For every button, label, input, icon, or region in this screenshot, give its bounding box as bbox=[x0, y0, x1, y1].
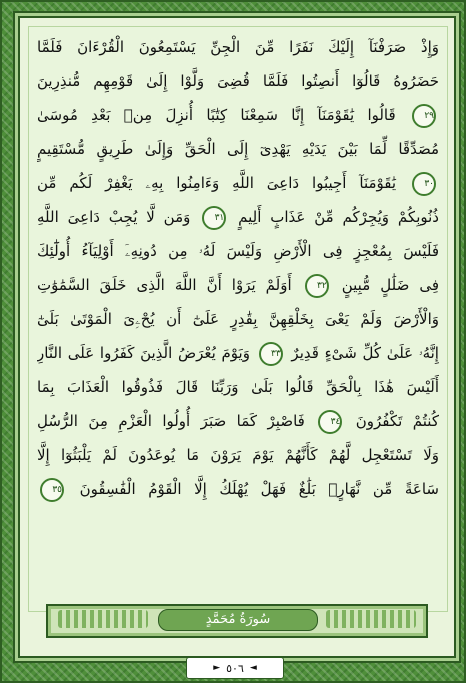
verse-text: فِى ضَلَٰلٍ مُّبِينٍ bbox=[341, 276, 439, 294]
text-line-6 bbox=[37, 201, 439, 233]
verse-text: حَضَرُوهُ قَالُوٓا أَنصِتُوا فَلَمَّا قُضِىَ وَلَّوْا إِلَىٰ قَوْمِهِم مُّنذِرِينَ bbox=[37, 72, 439, 90]
verse-text: مُصَدِّقًا لِّمَا بَيْنَ يَدَيْهِ يَهْدِىٓ إِلَى الْحَقِّ وَإِلَىٰ طَرِيقٍ مُّسْتَقِيمٍ bbox=[37, 140, 439, 158]
verse-text: وَيَوْمَ يُعْرَضُ الَّذِينَ كَفَرُوا عَلَى النَّارِ bbox=[37, 344, 250, 362]
surah-header bbox=[46, 604, 428, 638]
text-line-14 bbox=[37, 473, 439, 505]
text-line-11 bbox=[37, 371, 439, 403]
verse-text: وَالْأَرْضَ وَلَمْ يَعْىَ بِخَلْقِهِنَّ بِقَٰدِرٍ عَلَىٰٓ أَن يُحْۦِىَ الْمَوْتَىٰ بَلَىٰٓ bbox=[37, 310, 439, 328]
verse-text: يَٰقَوْمَنَآ أَجِيبُوا دَاعِىَ اللَّهِ وَءَامِنُوا بِهِۦ يَغْفِرْ لَكُم مِّن bbox=[37, 174, 397, 192]
text-line-5 bbox=[37, 167, 439, 199]
ayah-marker[interactable]: ٣٢ bbox=[305, 274, 329, 298]
verse-text: أَوَلَمْ يَرَوْا أَنَّ اللَّهَ الَّذِى خَلَقَ السَّمَٰوَٰتِ bbox=[37, 276, 292, 294]
header-ornament-left bbox=[58, 610, 148, 628]
verse-text: فَاصْبِرْ كَمَا صَبَرَ أُولُوا الْعَزْمِ مِنَ الرُّسُلِ bbox=[37, 412, 305, 430]
text-line-7 bbox=[37, 235, 439, 267]
ayah-marker[interactable]: ٣٣ bbox=[259, 342, 283, 366]
header-ornament-right bbox=[326, 610, 416, 628]
verse-text: إِنَّهُۥ عَلَىٰ كُلِّ شَىْءٍ قَدِيرٌ bbox=[291, 344, 439, 362]
page-number: ٥٠٦ bbox=[226, 661, 244, 675]
ayah-marker[interactable]: ٣٥ bbox=[40, 478, 64, 502]
text-line-3 bbox=[37, 99, 439, 131]
text-line-10 bbox=[37, 337, 439, 369]
verse-text: وَإِذْ صَرَفْنَآ إِلَيْكَ نَفَرًا مِّنَ الْجِنِّ يَسْتَمِعُونَ الْقُرْءَانَ فَلَمَّا bbox=[37, 38, 439, 56]
page-frame bbox=[18, 16, 456, 658]
ayah-marker[interactable]: ٣٤ bbox=[318, 410, 342, 434]
ayah-marker[interactable]: ٣١ bbox=[202, 206, 226, 230]
text-line-12 bbox=[37, 405, 439, 437]
text-line-1 bbox=[37, 31, 439, 63]
text-line-9 bbox=[37, 303, 439, 335]
text-line-2 bbox=[37, 65, 439, 97]
ayah-marker[interactable]: ٢٩ bbox=[412, 104, 436, 128]
verse-text: ذُنُوبِكُمْ وَيُجِرْكُم مِّنْ عَذَابٍ أَلِيمٍ bbox=[238, 208, 439, 226]
verse-text: سَاعَةً مِّن نَّهَارٍۭ بَلَٰغٌ فَهَلْ يُهْلَكُ إِلَّا الْقَوْمُ الْفَٰسِقُونَ bbox=[79, 480, 439, 498]
next-page-arrow-icon[interactable]: ◄ bbox=[249, 663, 257, 673]
ayah-marker[interactable]: ٣٠ bbox=[412, 172, 436, 196]
text-line-8 bbox=[37, 269, 439, 301]
verse-text: وَمَن لَّا يُجِبْ دَاعِىَ اللَّهِ bbox=[37, 208, 191, 226]
previous-page-arrow-icon[interactable]: ► bbox=[213, 663, 221, 673]
verse-text: وَلَا تَسْتَعْجِل لَّهُمْ كَأَنَّهُمْ يَوْمَ يَرَوْنَ مَا يُوعَدُونَ لَمْ يَلْبَثُوٓا إِلَّا bbox=[37, 446, 439, 464]
surah-title: سُورَةُ مُحَمَّدٍ bbox=[158, 609, 318, 631]
verse-text: أَلَيْسَ هَٰذَا بِالْحَقِّ قَالُوا بَلَىٰ وَرَبِّنَا قَالَ فَذُوقُوا الْعَذَابَ بِمَا bbox=[37, 378, 439, 396]
text-line-13 bbox=[37, 439, 439, 471]
quran-text-panel bbox=[28, 26, 448, 612]
verse-text: قَالُوا يَٰقَوْمَنَآ إِنَّا سَمِعْنَا كِتَٰبًا أُنزِلَ مِنۢ بَعْدِ مُوسَىٰ bbox=[37, 106, 396, 124]
verse-text: كُنتُمْ تَكْفُرُونَ bbox=[355, 412, 439, 430]
verse-text: فَلَيْسَ بِمُعْجِزٍ فِى الْأَرْضِ وَلَيْسَ لَهُۥ مِن دُونِهِۦٓ أَوْلِيَآءُ أُولَٰٓئِكَ bbox=[37, 242, 439, 260]
text-line-4 bbox=[37, 133, 439, 165]
page-navigator bbox=[186, 657, 284, 679]
